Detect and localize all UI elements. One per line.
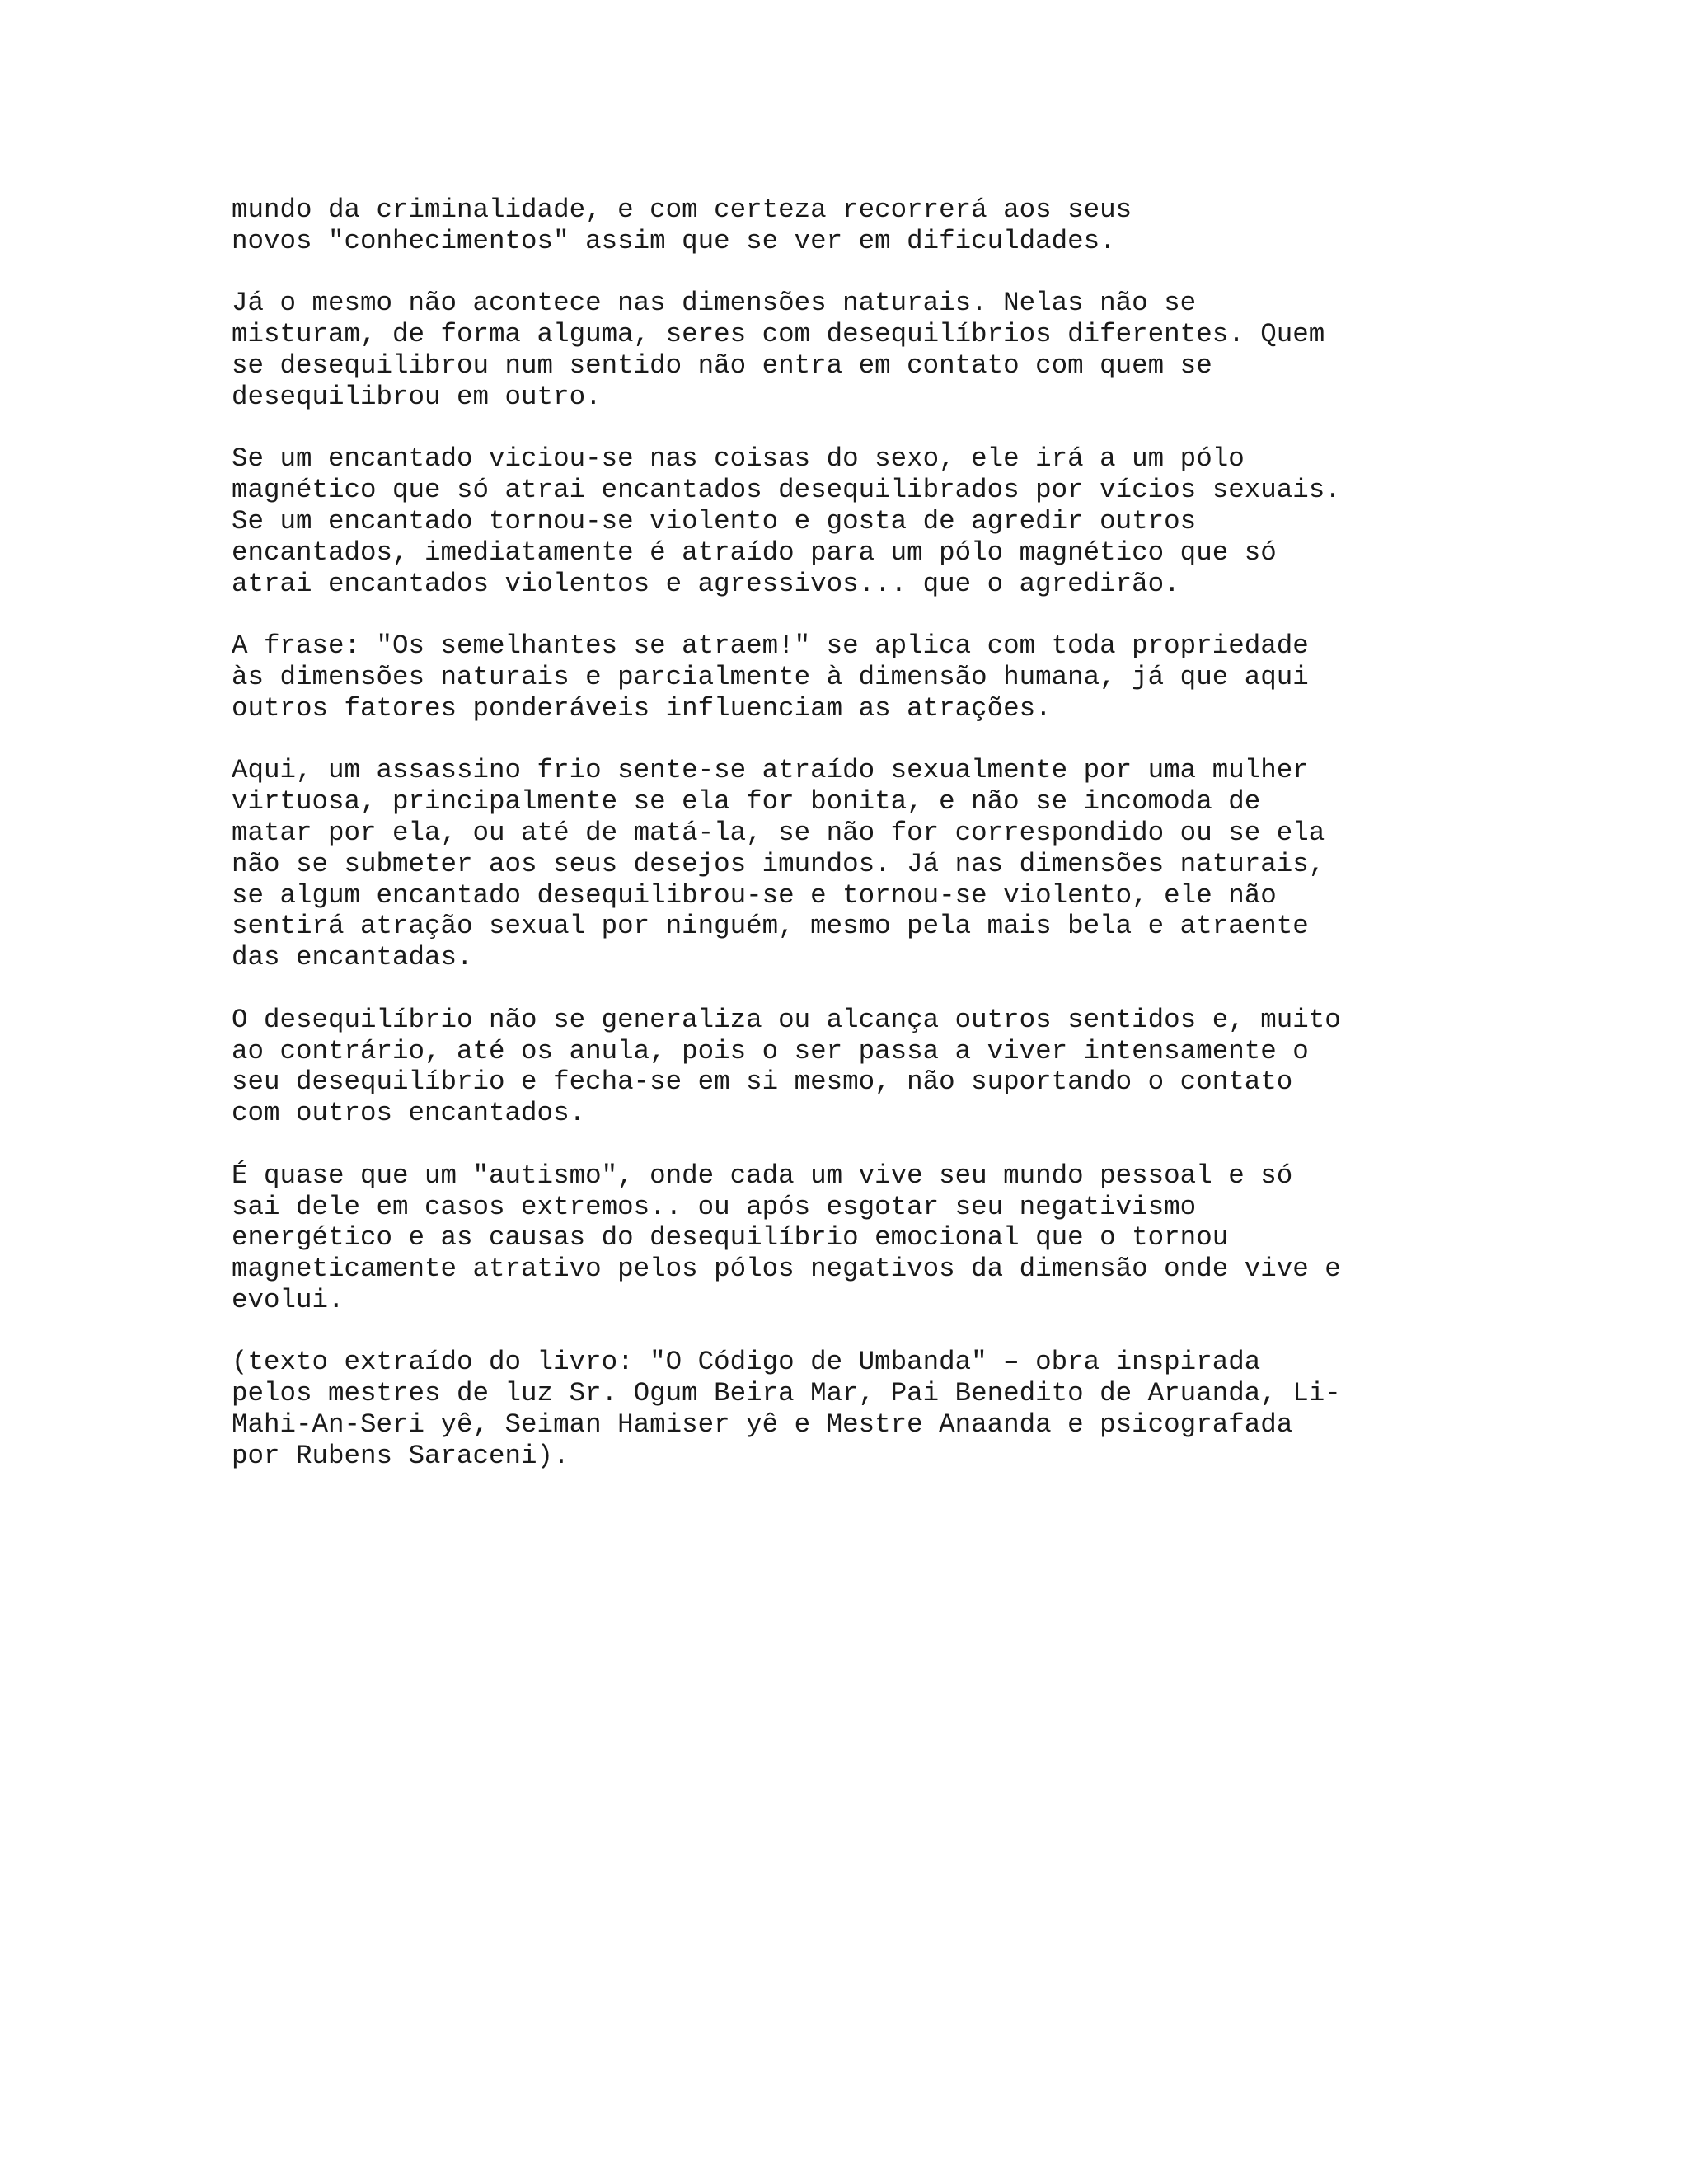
paragraph-7 [232, 1160, 1468, 1316]
text-line: A frase: "Os semelhantes se atraem!" se aplica com toda propriedade [232, 630, 1309, 662]
text-line: com outros encantados. [232, 1098, 586, 1129]
text-line: evolui. [232, 1284, 345, 1315]
text-line: Aqui, um assassino frio sente-se atraído sexualmente por uma mulher [232, 755, 1309, 786]
text-line: (texto extraído do livro: "O Código de Umbanda" – obra inspirada [232, 1347, 1261, 1378]
text-line: desequilibrou em outro. [232, 381, 602, 412]
text-line: seu desequilíbrio e fecha-se em si mesmo, não suportando o contato [232, 1066, 1293, 1098]
text-line: O desequilíbrio não se generaliza ou alcança outros sentidos e, muito [232, 1004, 1341, 1035]
text-line: Se um encantado tornou-se violento e gosta de agredir outros [232, 505, 1197, 537]
text-line: magneticamente atrativo pelos pólos negativos da dimensão onde vive e [232, 1254, 1341, 1285]
text-line: matar por ela, ou até de matá-la, se não for correspondido ou se ela [232, 817, 1325, 848]
paragraph-3 [232, 443, 1468, 599]
text-line: magnético que só atrai encantados desequilibrados por vícios sexuais. [232, 475, 1341, 506]
text-line: atrai encantados violentos e agressivos... que o agredirão. [232, 568, 1180, 599]
paragraph-1 [232, 194, 1468, 257]
text-line: É quase que um "autismo", onde cada um vive seu mundo pessoal e só [232, 1160, 1293, 1191]
text-line: Se um encantado viciou-se nas coisas do sexo, ele irá a um pólo [232, 443, 1245, 475]
paragraph-4 [232, 630, 1468, 724]
text-line: energético e as causas do desequilíbrio emocional que o tornou [232, 1222, 1229, 1254]
paragraph-8-citation [232, 1347, 1468, 1471]
text-line: misturam, de forma alguma, seres com desequilíbrios diferentes. Quem [232, 319, 1325, 350]
text-line: virtuosa, principalmente se ela for bonita, e não se incomoda de [232, 786, 1261, 818]
text-line: por Rubens Saraceni). [232, 1440, 570, 1471]
text-line: outros fatores ponderáveis influenciam as atrações. [232, 692, 1052, 724]
text-line: novos "conhecimentos" assim que se ver em dificuldades. [232, 225, 1116, 256]
text-line: mundo da criminalidade, e com certeza recorrerá aos seus [232, 194, 1132, 225]
text-line: pelos mestres de luz Sr. Ogum Beira Mar, Pai Benedito de Aruanda, Li- [232, 1378, 1341, 1409]
text-line: se algum encantado desequilibrou-se e tornou-se violento, ele não [232, 879, 1277, 911]
paragraph-5 [232, 755, 1468, 973]
text-line: não se submeter aos seus desejos imundos. Já nas dimensões naturais, [232, 848, 1325, 879]
text-line: Já o mesmo não acontece nas dimensões naturais. Nelas não se [232, 288, 1197, 319]
text-line: Mahi-An-Seri yê, Seiman Hamiser yê e Mestre Anaanda e psicografada [232, 1409, 1293, 1441]
document-page [232, 194, 1468, 1502]
text-line: ao contrário, até os anula, pois o ser passa a viver intensamente o [232, 1035, 1309, 1066]
text-line: sentirá atração sexual por ninguém, mesmo pela mais bela e atraente [232, 911, 1309, 942]
text-line: das encantadas. [232, 942, 473, 973]
text-line: encantados, imediatamente é atraído para um pólo magnético que só [232, 537, 1277, 568]
paragraph-6 [232, 1005, 1468, 1129]
paragraph-2 [232, 288, 1468, 412]
text-line: sai dele em casos extremos.. ou após esgotar seu negativismo [232, 1191, 1197, 1222]
text-line: se desequilibrou num sentido não entra em contato com quem se [232, 349, 1212, 381]
text-line: às dimensões naturais e parcialmente à dimensão humana, já que aqui [232, 661, 1309, 692]
